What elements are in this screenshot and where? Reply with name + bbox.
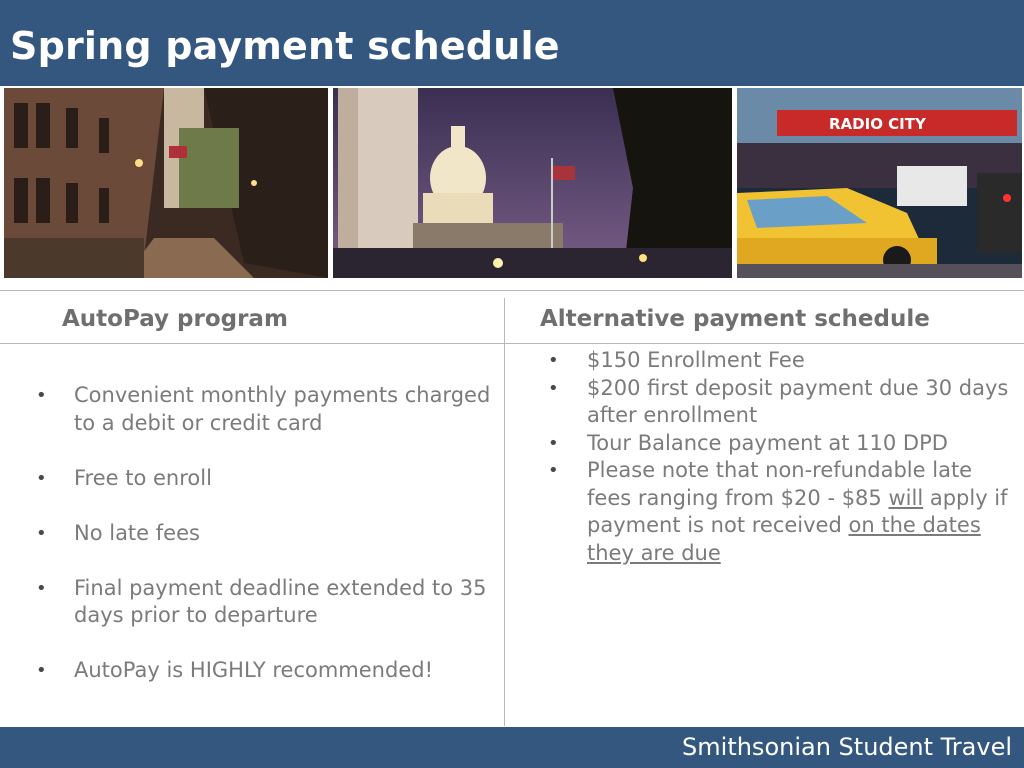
late-fee-text-2: apply if payment is not received	[587, 485, 1008, 537]
alternative-heading: Alternative payment schedule	[540, 306, 930, 332]
list-item: • Free to enroll	[28, 465, 498, 493]
list-item: • No late fees	[28, 520, 498, 548]
autopay-heading: AutoPay program	[62, 306, 288, 332]
list-item: • $200 first deposit payment due 30 days after enrollment	[540, 375, 1020, 430]
divider-top	[0, 290, 1024, 291]
slide-title: Spring payment schedule	[10, 24, 560, 68]
column-divider	[504, 298, 505, 726]
late-fee-note	[540, 457, 1020, 567]
will-underlined: will	[888, 485, 924, 510]
list-item: • AutoPay is HIGHLY recommended!	[28, 657, 498, 685]
capitol-photo	[333, 88, 732, 278]
autopay-list	[28, 382, 498, 685]
due-dates-underlined: on the dates they are due	[587, 513, 981, 565]
alternative-list	[540, 347, 1020, 567]
divider-header	[0, 343, 1024, 344]
marquee-text: RADIO CITY	[829, 115, 926, 133]
list-item: • $150 Enrollment Fee	[540, 347, 1020, 375]
radio-city-photo	[737, 88, 1022, 278]
street-photo	[4, 88, 328, 278]
footer-brand: Smithsonian Student Travel	[682, 733, 1012, 761]
list-item: • Convenient monthly payments charged to a debit or credit card	[28, 382, 498, 437]
late-fee-text: Please note that non-refundable late fees ranging from $20 - $85	[587, 458, 973, 510]
title-bar	[0, 0, 1024, 86]
list-item: • Final payment deadline extended to 35 days prior to departure	[28, 575, 498, 630]
footer-bar	[0, 727, 1024, 768]
list-item: • Tour Balance payment at 110 DPD	[540, 430, 1020, 458]
